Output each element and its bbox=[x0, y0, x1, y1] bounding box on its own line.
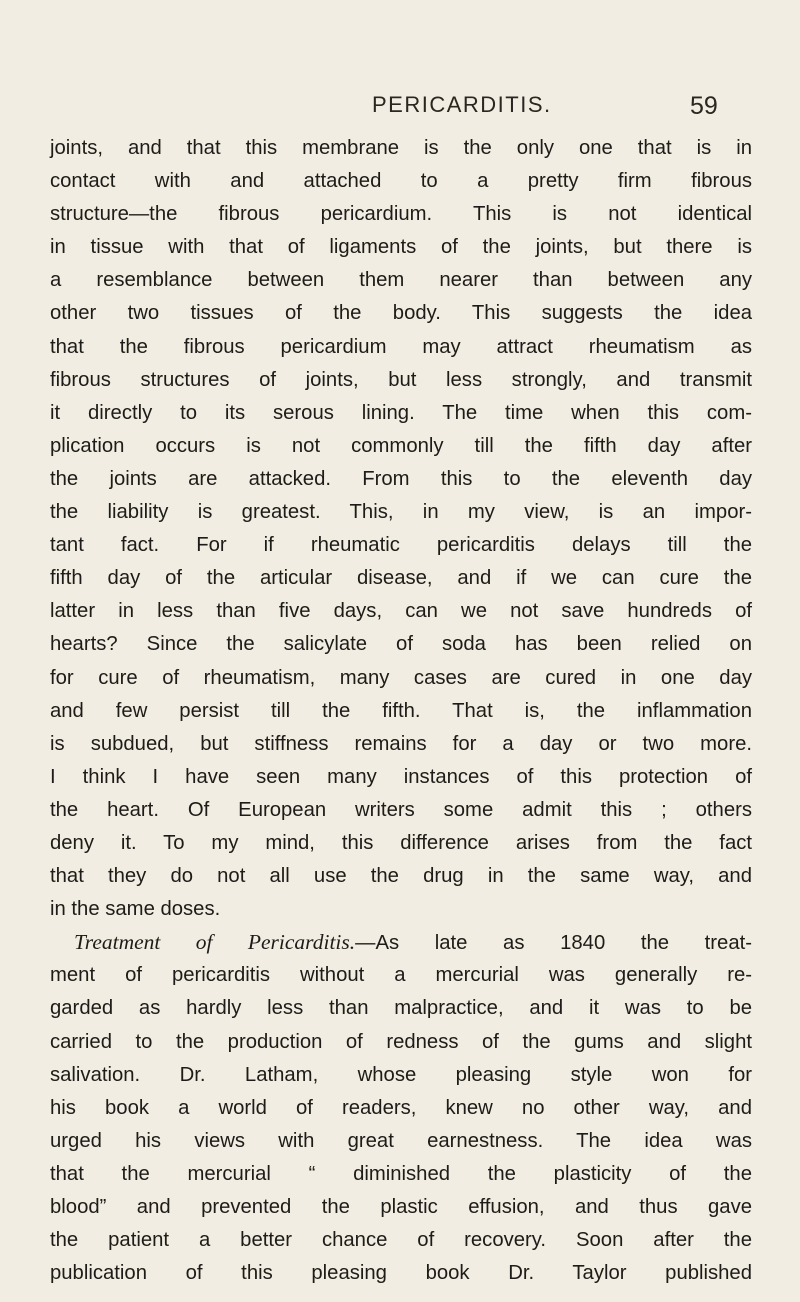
text-line: other two tissues of the body. This suggests the idea bbox=[50, 302, 752, 325]
text-line: the liability is greatest. This, in my view, is an impor- bbox=[50, 501, 752, 524]
running-title: PERICARDITIS. bbox=[372, 92, 552, 117]
text-line: his book a world of readers, knew no other way, and bbox=[50, 1096, 752, 1119]
text-line: the patient a better chance of recovery. Soon after the bbox=[50, 1229, 752, 1252]
text-line: that the fibrous pericardium may attract rheumatism as bbox=[50, 335, 752, 358]
text-line: deny it. To my mind, this difference arises from the fact bbox=[50, 831, 752, 854]
text-line: hearts? Since the salicylate of soda has been relied on bbox=[50, 633, 752, 656]
text-line: ment of pericarditis without a mercurial was generally re- bbox=[50, 964, 752, 987]
text-line: that they do not all use the drug in the same way, and bbox=[50, 865, 752, 888]
heading-continuation: —As late as 1840 the treat- bbox=[355, 932, 753, 955]
section-heading: Treatment of Pericarditis. bbox=[74, 930, 356, 955]
text-line: carried to the production of redness of the gums and slight bbox=[50, 1030, 752, 1053]
text-line: is subdued, but stiffness remains for a day or two more. bbox=[50, 732, 752, 755]
paragraph-treatment bbox=[50, 926, 752, 1290]
text-line: publication of this pleasing book Dr. Taylor published bbox=[50, 1262, 752, 1285]
text-line: that the mercurial “ diminished the plasticity of the bbox=[50, 1162, 752, 1185]
text-line: in tissue with that of ligaments of the joints, but there is bbox=[50, 236, 752, 259]
text-line: the joints are attacked. From this to the eleventh day bbox=[50, 467, 752, 490]
body-text bbox=[50, 132, 752, 1290]
text-line: tant fact. For if rheumatic pericarditis delays till the bbox=[50, 534, 752, 557]
text-line: I think I have seen many instances of this protection of bbox=[50, 765, 752, 788]
text-line: urged his views with great earnestness. The idea was bbox=[50, 1129, 752, 1152]
text-line: salivation. Dr. Latham, whose pleasing style won for bbox=[50, 1063, 752, 1086]
text-line: and few persist till the fifth. That is, the inflammation bbox=[50, 699, 752, 722]
text-line bbox=[50, 926, 752, 959]
text-line: the heart. Of European writers some admit this ; others bbox=[50, 798, 752, 821]
page-number: 59 bbox=[690, 92, 718, 120]
text-line: fibrous structures of joints, but less strongly, and transmit bbox=[50, 368, 752, 391]
text-line: for cure of rheumatism, many cases are cured in one day bbox=[50, 666, 752, 689]
text-line: joints, and that this membrane is the only one that is in bbox=[50, 137, 752, 159]
text-line: plication occurs is not commonly till the fifth day after bbox=[50, 434, 752, 457]
text-line: it directly to its serous lining. The time when this com- bbox=[50, 401, 752, 424]
text-line: contact with and attached to a pretty firm fibrous bbox=[50, 170, 752, 193]
running-head bbox=[0, 92, 800, 128]
paragraph-rheumatism bbox=[50, 132, 752, 926]
text-line: a resemblance between them nearer than between any bbox=[50, 269, 752, 292]
text-line: blood” and prevented the plastic effusion, and thus gave bbox=[50, 1196, 752, 1218]
text-line: fifth day of the articular disease, and if we can cure the bbox=[50, 567, 752, 590]
text-line: in the same doses. bbox=[50, 898, 221, 921]
text-line: latter in less than five days, can we not save hundreds of bbox=[50, 600, 752, 623]
text-line: garded as hardly less than malpractice, and it was to be bbox=[50, 997, 752, 1020]
text-line: structure—the fibrous pericardium. This is not identical bbox=[50, 203, 752, 226]
